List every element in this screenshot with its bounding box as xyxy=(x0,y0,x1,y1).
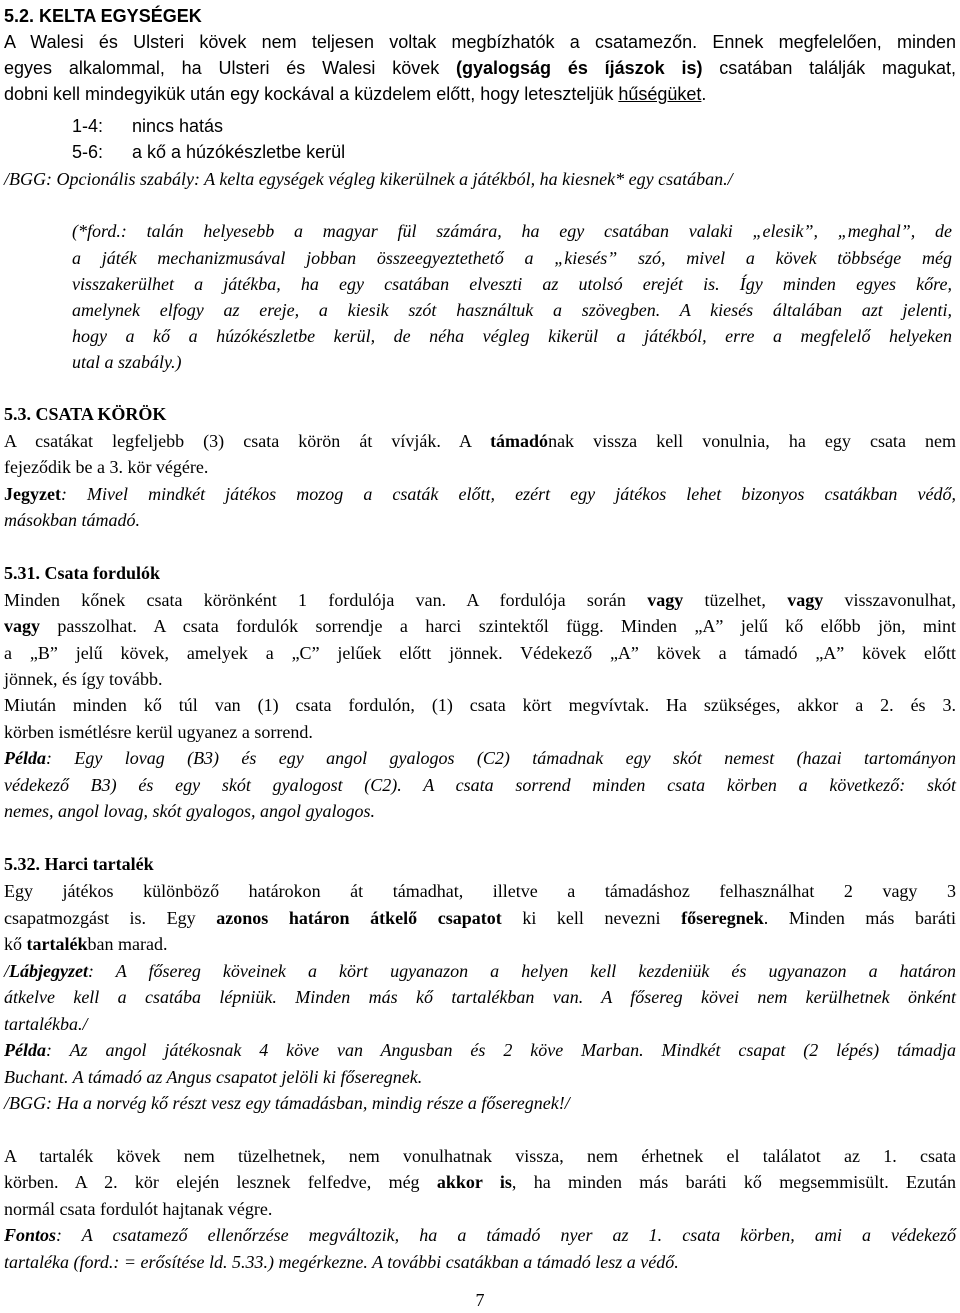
important-label: Fontos xyxy=(4,1225,57,1245)
underlined-text: hűségüket xyxy=(618,84,702,104)
example-line xyxy=(4,1065,422,1089)
heading-text: 5.32. Harci tartalék xyxy=(4,854,154,874)
text: / xyxy=(4,961,10,981)
text: : Egy lovag (B3) és egy angol gyalogos (C2) támadnak egy skót nemest (hazai tartományon xyxy=(46,748,956,768)
bold-text: vagy xyxy=(647,590,684,610)
roll-key: 5-6: xyxy=(72,142,104,162)
footnote-line xyxy=(4,959,956,983)
text: amelynek elfogy az ereje, a kiesik szót használtuk a szövegben. A kiesés általában azt jelenti, xyxy=(72,300,952,320)
text: , ha minden más baráti kő megsemmisült. Ezután xyxy=(511,1172,956,1192)
example-label: Példa xyxy=(4,1040,46,1060)
paragraph-line xyxy=(4,1197,272,1221)
heading-text: 5.3. CSATA KÖRÖK xyxy=(4,404,167,424)
paragraph-line xyxy=(4,56,956,80)
note-line xyxy=(4,508,140,532)
text: (*ford.: talán helyesebb a magyar fül számára, ha egy csatában valaki „elesik”, „meghal”, de xyxy=(72,221,952,241)
important-line xyxy=(4,1250,679,1274)
note-label: Jegyzet xyxy=(4,484,61,504)
translator-note-line xyxy=(72,324,952,348)
text: a „B” jelű kövek, amelyek a „C” jelűek előtt jönnek. Védekező „A” kövek a támadó „A” kövek előtt xyxy=(4,643,956,663)
paragraph-line xyxy=(4,429,956,453)
text: Minden kőnek csata körönként 1 fordulója van. A fordulója során xyxy=(4,590,648,610)
bold-text: akkor is xyxy=(436,1172,512,1192)
text: normál csata fordulót hajtanak végre. xyxy=(4,1199,273,1219)
text: A tartalék kövek nem tüzelhetnek, nem vonulhatnak vissza, nem érhetnek el találatot az 1. csata xyxy=(4,1146,956,1166)
text: kő xyxy=(4,934,27,954)
section-heading-5-32 xyxy=(4,852,154,876)
text: védekező B3) és egy skót gyalogost (C2). A csata sorrend minden csata körben a következő: skót xyxy=(4,775,956,795)
text: körben ismétlésre kerül ugyanez a sorrend. xyxy=(4,722,313,742)
text: másokban támadó. xyxy=(4,510,140,530)
footnote-line xyxy=(4,985,956,1009)
text: fejeződik be a 3. kör végére. xyxy=(4,457,209,477)
paragraph-line xyxy=(4,879,956,903)
translator-note-line xyxy=(72,246,952,270)
text: /BGG: Opcionális szabály: A kelta egységek végleg kikerülnek a játékból, ha kiesnek* egy csatában./ xyxy=(4,169,733,189)
bold-text: (gyalogság és íjászok is) xyxy=(456,58,703,78)
example-line xyxy=(4,746,956,770)
paragraph-line xyxy=(4,641,956,665)
paragraph-line xyxy=(4,667,162,691)
bold-text: támadó xyxy=(490,431,549,451)
text: tartalékba./ xyxy=(4,1014,88,1034)
text: Egy játékos különböző határokon át támadhat, illetve a támadáshoz felhasználhat 2 vagy 3 xyxy=(4,881,956,901)
bold-text: vagy xyxy=(787,590,824,610)
text: passzolhat. A csata fordulók sorrendje a harci szintektől függ. Minden „A” jelű kő előbb jön, mint xyxy=(40,616,956,636)
example-line xyxy=(4,799,375,823)
text: nak vissza kell vonulnia, ha egy csata nem xyxy=(548,431,956,451)
bold-text: vagy xyxy=(4,616,40,636)
text: Miután minden kő túl van (1) csata fordulón, (1) csata kört megvívtak. Ha szükséges, akkor a 2. és 3. xyxy=(4,695,956,715)
roll-result-row xyxy=(72,114,223,138)
bgg-note xyxy=(4,1091,570,1115)
text: A Walesi és Ulsteri kövek nem teljesen voltak megbízhatók a csatamezőn. Ennek megfelelően, minden xyxy=(4,32,956,52)
example-label: Példa xyxy=(4,748,46,768)
paragraph-line xyxy=(4,1170,956,1194)
paragraph-line xyxy=(4,82,706,106)
paragraph-line xyxy=(4,906,956,930)
paragraph-line xyxy=(4,720,313,744)
heading-text: 5.31. Csata fordulók xyxy=(4,563,161,583)
text: : A fősereg köveinek a kört ugyanazon a helyen kell kezdeniük és ugyanazon a határon xyxy=(88,961,956,981)
roll-value: a kő a húzókészletbe kerül xyxy=(132,142,346,162)
section-heading-5-31 xyxy=(4,561,160,585)
text: ban marad. xyxy=(87,934,168,954)
bold-text: főseregnek xyxy=(681,908,764,928)
paragraph-line xyxy=(4,588,956,612)
important-line xyxy=(4,1223,956,1247)
paragraph-line xyxy=(4,614,956,638)
text: : A csatamező ellenőrzése megváltozik, ha a támadó nyer az 1. csata körben, ami a védekező xyxy=(56,1225,956,1245)
text: visszavonulhat, xyxy=(823,590,956,610)
text: tüzelhet, xyxy=(683,590,788,610)
text: . xyxy=(701,84,707,104)
paragraph-line xyxy=(4,932,167,956)
text: tartaléka (ford.: = erősítése ld. 5.33.) megérkezne. A további csatákban a támadó lesz a védő. xyxy=(4,1252,679,1272)
roll-key: 1-4: xyxy=(72,116,104,136)
page-number: 7 xyxy=(475,1290,485,1310)
text: csatában találják magukat, xyxy=(702,58,957,78)
text: egyes alkalommal, ha Ulsteri és Walesi kövek xyxy=(4,58,457,78)
text: utal a szabály.) xyxy=(72,352,182,372)
text: : Mivel mindkét játékos mozog a csaták előtt, ezért egy játékos lehet bizonyos csatákban védő, xyxy=(60,484,956,504)
paragraph-line xyxy=(4,1144,956,1168)
text: jönnek, és így tovább. xyxy=(4,669,163,689)
paragraph-line xyxy=(4,455,208,479)
text: /BGG: Ha a norvég kő részt vesz egy támadásban, mindig része a főseregnek!/ xyxy=(4,1093,570,1113)
text: visszakerülhet a játékba, ha egy csatában elveszti az utolsó erejét is. Így minden egyes kőre, xyxy=(72,274,952,294)
text: hogy a kő a húzókészletbe kerül, de néha végleg kikerül a játékból, erre a megfelelő helyeken xyxy=(72,326,952,346)
example-line xyxy=(4,1038,956,1062)
text: csapatmozgást is. Egy xyxy=(4,908,217,928)
text: nemes, angol lovag, skót gyalogos, angol gyalogos. xyxy=(4,801,375,821)
note-line xyxy=(4,482,956,506)
translator-note-line xyxy=(72,219,952,243)
text: átkelve kell a csatába lépniük. Minden más kő tartalékban van. A fősereg kövei nem kerülhetnek önként xyxy=(4,987,956,1007)
translator-note-line xyxy=(72,298,952,322)
example-line xyxy=(4,773,956,797)
text: . Minden más baráti xyxy=(763,908,956,928)
translator-note-line xyxy=(72,272,952,296)
section-heading-5-2 xyxy=(4,4,202,28)
roll-value: nincs hatás xyxy=(132,116,224,136)
bgg-note xyxy=(4,167,733,191)
bold-text: azonos határon átkelő csapatot xyxy=(216,908,502,928)
heading-text: 5.2. KELTA EGYSÉGEK xyxy=(4,6,202,26)
roll-result-row xyxy=(72,140,345,164)
text: Buchant. A támadó az Angus csapatot jelöli ki főseregnek. xyxy=(4,1067,423,1087)
paragraph-line xyxy=(4,693,956,717)
footnote-line xyxy=(4,1012,88,1036)
text: a játék mechanizmusával jobban összeegyeztethető a „kiesés” szó, mivel a kövek többsége még xyxy=(72,248,952,268)
text: A csatákat legfeljebb (3) csata körön át vívják. A xyxy=(4,431,491,451)
section-heading-5-3 xyxy=(4,402,166,426)
text: : Az angol játékosnak 4 köve van Angusban és 2 köve Marban. Mindkét csapat (2 lépés) támadja xyxy=(46,1040,956,1060)
text: ki kell nevezni xyxy=(501,908,682,928)
text: dobni kell mindegyikük után egy kockával a küzdelem előtt, hogy leteszteljük xyxy=(4,84,619,104)
text: körben. A 2. kör elején lesznek felfedve, még xyxy=(4,1172,437,1192)
bold-text: tartalék xyxy=(26,934,88,954)
translator-note-line xyxy=(72,350,182,374)
footnote-label: Lábjegyzet xyxy=(9,961,88,981)
paragraph-line xyxy=(4,30,956,54)
